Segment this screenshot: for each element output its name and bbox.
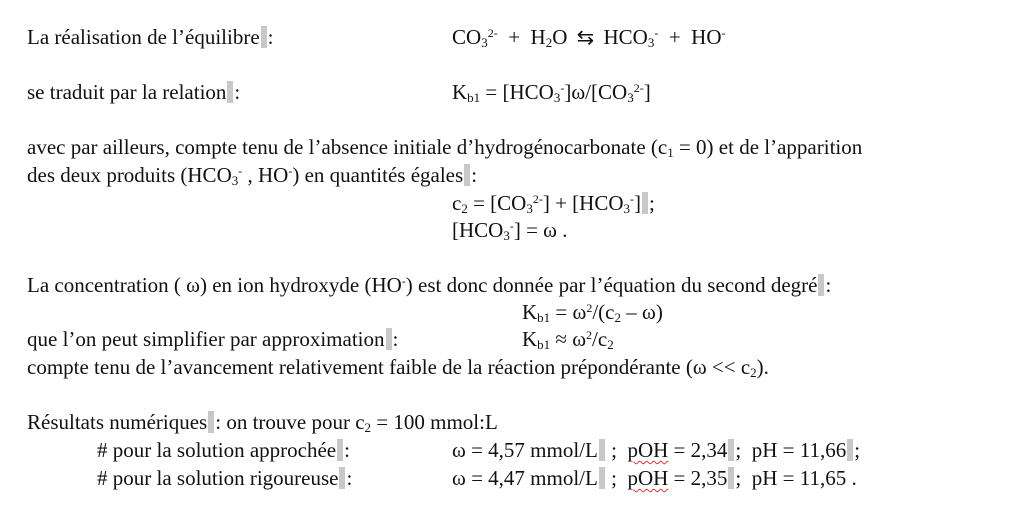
c2-equation: $c_2 = [CO_3^{2-}] + [HCO_3^-]$ ; (452, 191, 655, 216)
concentration-line: La concentration ( ω) en ion hydroxyde (HO-) est donc donnée par l’équation du second degré : (27, 273, 832, 297)
result-rigorous-values: ω = 4,47 mmol/L ; pOH = 2,35 ; pH = 11,65 . (452, 466, 857, 490)
result-rigorous-label: # pour la solution rigoureuse : (97, 466, 353, 490)
result-approx-values: ω = 4,57 mmol/L ; pOH = 2,34 ; pH = 11,66 ; (452, 438, 861, 462)
relation-label: se traduit par la relation : (27, 80, 241, 104)
kb1-relation: $K_{b1} = [HCO_3^-]\omega/[CO_3^{2-}]$ (452, 80, 651, 105)
approximation-label: que l’on peut simplifier par approximation : (27, 327, 399, 351)
hco3-equation: $[HCO_3^-] = \omega$ . (452, 218, 568, 243)
equilibrium-equation: $CO_3^{2-} + H_2O$ ⇆ $HCO_3^- + HO^-$ (452, 25, 726, 50)
approximation-equation: $K_{b1} \approx \omega^2/c_2$ (522, 327, 614, 352)
equilibrium-label: La réalisation de l’équilibre : (27, 25, 274, 49)
results-heading: Résultats numériques : on trouve pour $c_2 = 100$ mmol:L (27, 410, 498, 435)
advancement-line: compte tenu de l’avancement relativement faible de la réaction prépondérante $(\omega << c_2)$. (27, 355, 769, 380)
result-approx-label: # pour la solution approchée : (97, 438, 350, 462)
equilibrium-arrow-icon: ⇆ (576, 25, 595, 49)
second-degree-equation: $K_{b1} = \omega^2/(c_2 - \omega)$ (522, 300, 663, 325)
paragraph-line-1: avec par ailleurs, compte tenu de l’absence initiale d’hydrogénocarbonate $(c_1 = 0)$ et de l’apparition (27, 135, 863, 160)
paragraph-line-2: des deux produits ($HCO_3^-$ , HO-) en quantités égales : (27, 163, 478, 188)
